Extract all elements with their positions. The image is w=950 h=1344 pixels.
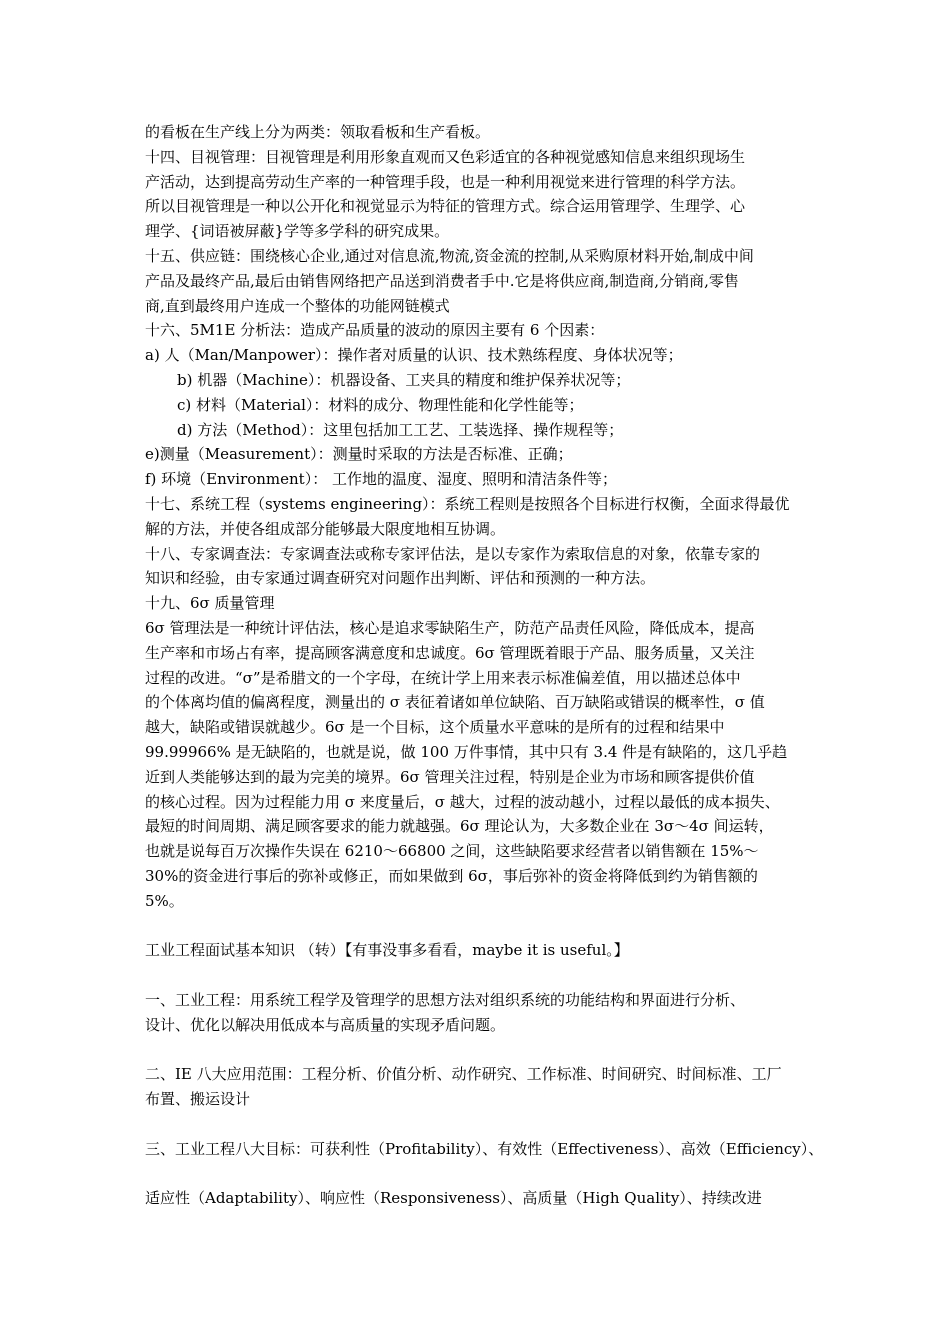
list-item-e: e)测量（Measurement）：测量时采取的方法是否标准、正确； xyxy=(145,445,573,464)
section-3-heading-line: 三、工业工程八大目标：可获利性（Profitability）、有效性（Effectiveness）、高效（Efficiency）、 xyxy=(145,1139,824,1158)
section-15-heading-line: 十五、供应链：围绕核心企业,通过对信息流,物流,资金流的控制,从采购原材料开始,制成中间 xyxy=(145,246,754,265)
text-line: 布置、搬运设计 xyxy=(145,1090,251,1109)
text-line: 的个体离均值的偏离程度，测量出的 σ 表征着诸如单位缺陷、百万缺陷或错误的概率性，σ 值 xyxy=(145,693,765,712)
text-line: 生产率和市场占有率，提高顾客满意度和忠诚度。6σ 管理既着眼于产品、服务质量，又关注 xyxy=(145,643,755,662)
list-item-a: a) 人（Man/Manpower）：操作者对质量的认识、技术熟练程度、身体状况等； xyxy=(145,346,683,365)
text-line: 理学、{词语被屏蔽}学等多学科的研究成果。 xyxy=(145,222,450,241)
list-item-f: f) 环境（Environment）： 工作地的温度、湿度、照明和清洁条件等； xyxy=(145,470,617,489)
text-line: 的核心过程。因为过程能力用 σ 来度量后，σ 越大，过程的波动越小，过程以最低的成本损失、 xyxy=(145,792,780,811)
text-line: 5%。 xyxy=(145,891,184,910)
blank-line xyxy=(145,1112,815,1137)
section-19-heading-line: 十九、6σ 质量管理 xyxy=(145,594,275,613)
text-line: 也就是说每百万次操作失误在 6210～66800 之间，这些缺陷要求经营者以销售额在 15%～ xyxy=(145,842,759,861)
text-line: 近到人类能够达到的最为完美的境界。6σ 管理关注过程，特别是企业为市场和顾客提供价值 xyxy=(145,767,755,786)
section-2-heading-line: 二、IE 八大应用范围：工程分析、价值分析、动作研究、工作标准、时间研究、时间标准、工厂 xyxy=(145,1065,782,1084)
blank-line xyxy=(145,1037,815,1062)
text-line: 越大，缺陷或错误就越少。6σ 是一个目标，这个质量水平意味的是所有的过程和结果中 xyxy=(145,718,725,737)
text-line: 30%的资金进行事后的弥补或修正，而如果做到 6σ，事后弥补的资金将降低到约为销售额的 xyxy=(145,866,758,885)
document-body xyxy=(145,120,824,1211)
text-line: 99.99966% 是无缺陷的，也就是说，做 100 万件事情，其中只有 3.4 件是有缺陷的，这几乎趋 xyxy=(145,742,788,761)
section-16-heading-line: 十六、5M1E 分析法：造成产品质量的波动的原因主要有 6 个因素： xyxy=(145,321,605,340)
text-line: 6σ 管理法是一种统计评估法，核心是追求零缺陷生产，防范产品责任风险，降低成本，提高 xyxy=(145,618,755,637)
text-line: 所以目视管理是一种以公开化和视觉显示为特征的管理方式。综合运用管理学、生理学、心 xyxy=(145,197,746,216)
text-line: 过程的改进。“σ”是希腊文的一个字母，在统计学上用来表示标准偏差值，用以描述总体中 xyxy=(145,668,741,687)
list-item-b: b) 机器（Machine）：机器设备、工夹具的精度和维护保养状况等； xyxy=(177,370,631,389)
section-18-heading-line: 十八、专家调查法：专家调查法或称专家评估法，是以专家作为索取信息的对象，依靠专家的 xyxy=(145,544,761,563)
text-line: 的看板在生产线上分为两类：领取看板和生产看板。 xyxy=(145,123,491,141)
text-line: 产活动，达到提高劳动生产率的一种管理手段，也是一种利用视觉来进行管理的科学方法。 xyxy=(145,172,746,191)
article-title-line: 工业工程面试基本知识 （转）【有事没事多看看，maybe it is useful。】 xyxy=(145,941,629,960)
blank-line xyxy=(145,963,815,988)
text-line: 设计、优化以解决用低成本与高质量的实现矛盾问题。 xyxy=(145,1015,506,1034)
text-line: 适应性（Adaptability）、响应性（Responsiveness）、高质量（High Quality）、持续改进 xyxy=(145,1189,762,1208)
text-line: 知识和经验，由专家通过调查研究对问题作出判断、评估和预测的一种方法。 xyxy=(145,569,656,588)
text-line: 商,直到最终用户连成一个整体的功能网链模式 xyxy=(145,296,450,315)
section-17-heading-line: 十七、系统工程（systems engineering）：系统工程则是按照各个目标进行权衡，全面求得最优 xyxy=(145,494,790,513)
text-line: 最短的时间周期、满足顾客要求的能力就越强。6σ 理论认为，大多数企业在 3σ～4σ 间运转， xyxy=(145,817,774,836)
section-1-heading-line: 一、工业工程：用系统工程学及管理学的思想方法对组织系统的功能结构和界面进行分析、 xyxy=(145,990,746,1009)
blank-line xyxy=(145,914,815,939)
text-line: 产品及最终产品,最后由销售网络把产品送到消费者手中.它是将供应商,制造商,分销商,零售 xyxy=(145,271,739,290)
blank-line xyxy=(145,1161,815,1186)
list-item-c: c) 材料（Material）：材料的成分、物理性能和化学性能等； xyxy=(177,395,584,414)
list-item-d: d) 方法（Method）：这里包括加工工艺、工装选择、操作规程等； xyxy=(177,420,624,439)
section-14-heading-line: 十四、目视管理：目视管理是利用形象直观而又色彩适宜的各种视觉感知信息来组织现场生 xyxy=(145,147,746,166)
text-line: 解的方法，并使各组成部分能够最大限度地相互协调。 xyxy=(145,519,506,538)
